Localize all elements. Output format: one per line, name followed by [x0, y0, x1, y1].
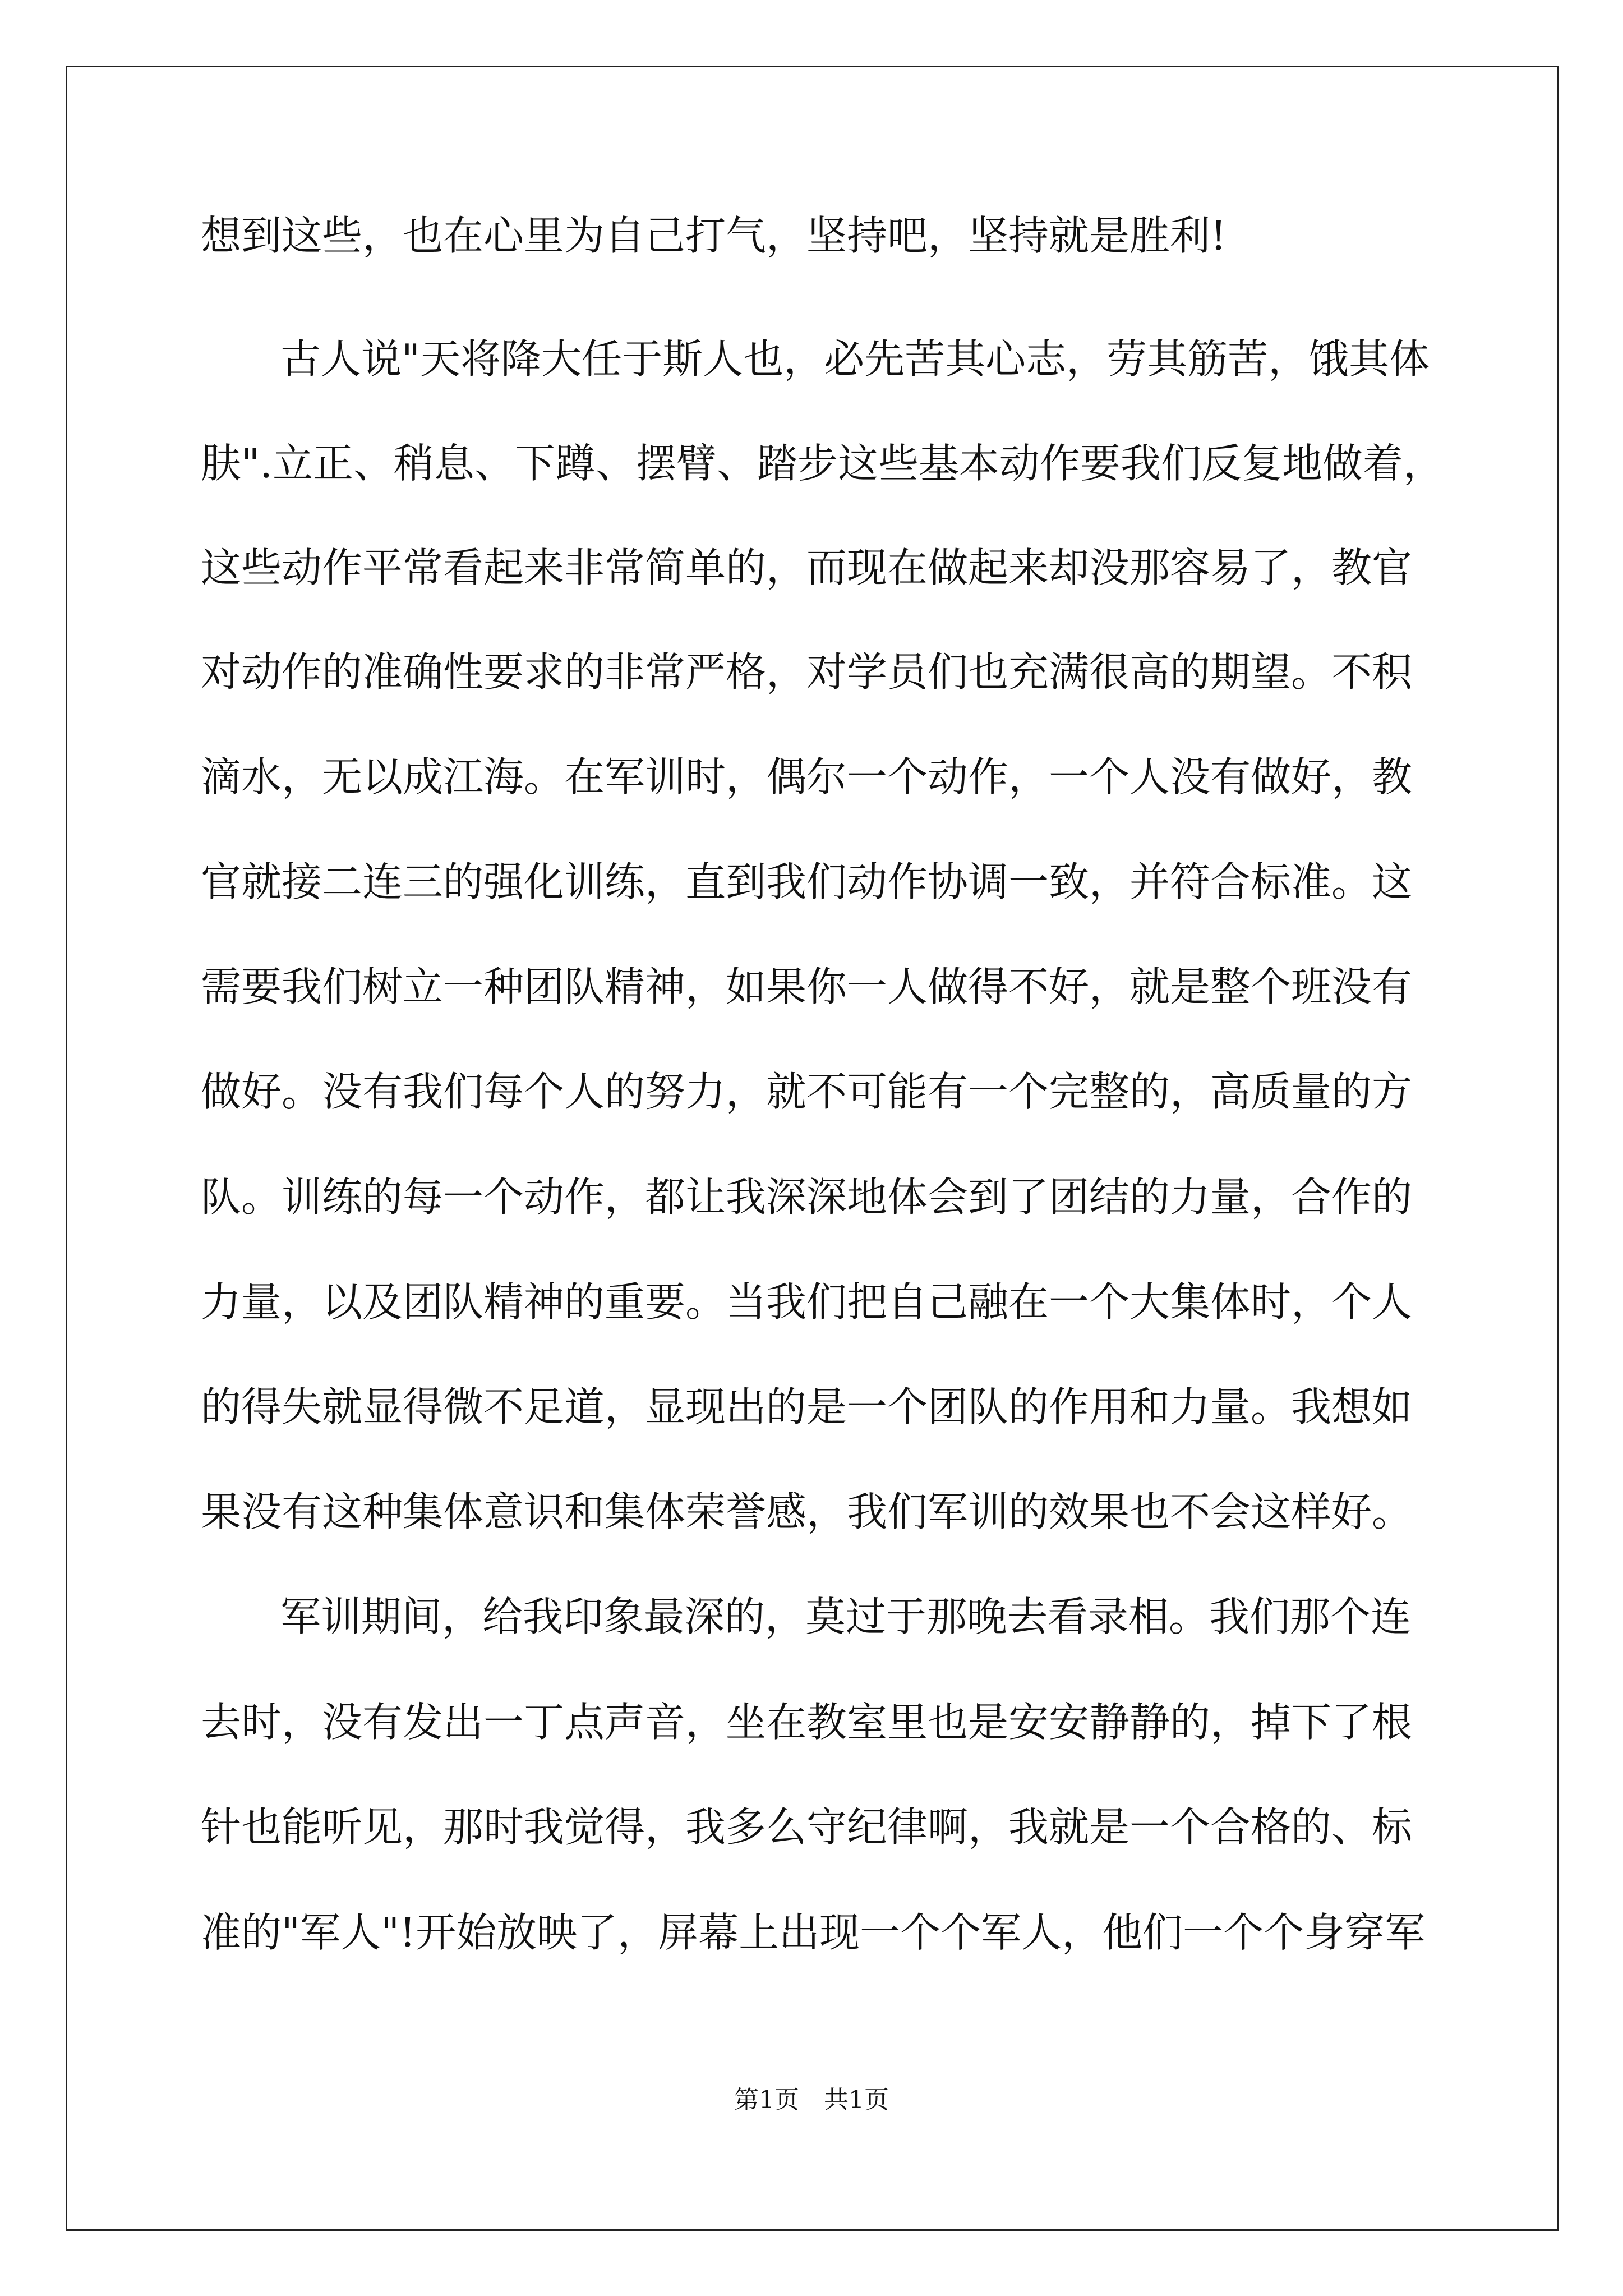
text-line: 滴水，无以成江海。在军训时，偶尔一个动作，一个人没有做好，教: [201, 753, 1413, 800]
text-line: 肤".立正、稍息、下蹲、摆臂、踏步这些基本动作要我们反复地做着，: [201, 440, 1444, 487]
text-line: 需要我们树立一种团队精神，如果你一人做得不好，就是整个班没有: [201, 963, 1413, 1010]
text-line: 去时，没有发出一丁点声音，坐在教室里也是安安静静的，掉下了根: [201, 1699, 1413, 1746]
text-line: 古人说"天将降大任于斯人也，必先苦其心志，劳其筋苦，饿其体: [280, 335, 1430, 383]
text-line: 对动作的准确性要求的非常严格，对学员们也充满很高的期望。不积: [201, 648, 1413, 696]
text-line: 针也能听见，那时我觉得，我多么守纪律啊，我就是一个合格的、标: [201, 1803, 1413, 1851]
text-line: 的得失就显得微不足道，显现出的是一个团队的作用和力量。我想如: [201, 1383, 1413, 1430]
text-line: 做好。没有我们每个人的努力，就不可能有一个完整的，高质量的方: [201, 1068, 1413, 1115]
text-line: 队。训练的每一个动作，都让我深深地体会到了团结的力量，合作的: [201, 1174, 1413, 1221]
text-line: 力量，以及团队精神的重要。当我们把自己融在一个大集体时，个人: [201, 1278, 1413, 1326]
text-line: 这些动作平常看起来非常简单的，而现在做起来却没那容易了，教官: [201, 544, 1413, 591]
text-line: 果没有这种集体意识和集体荣誉感，我们军训的效果也不会这样好。: [201, 1488, 1413, 1535]
text-line: 官就接二连三的强化训练，直到我们动作协调一致，并符合标准。这: [201, 858, 1413, 905]
page-number-footer: 第1页 共1页: [734, 2086, 889, 2114]
text-line: 准的"军人"!开始放映了，屏幕上出现一个个军人，他们一个个身穿军: [201, 1909, 1426, 1956]
text-line: 想到这些，也在心里为自己打气，坚持吧，坚持就是胜利!: [201, 212, 1227, 259]
text-line: 军训期间，给我印象最深的，莫过于那晚去看录相。我们那个连: [280, 1593, 1412, 1640]
page-border: [66, 66, 1559, 2231]
